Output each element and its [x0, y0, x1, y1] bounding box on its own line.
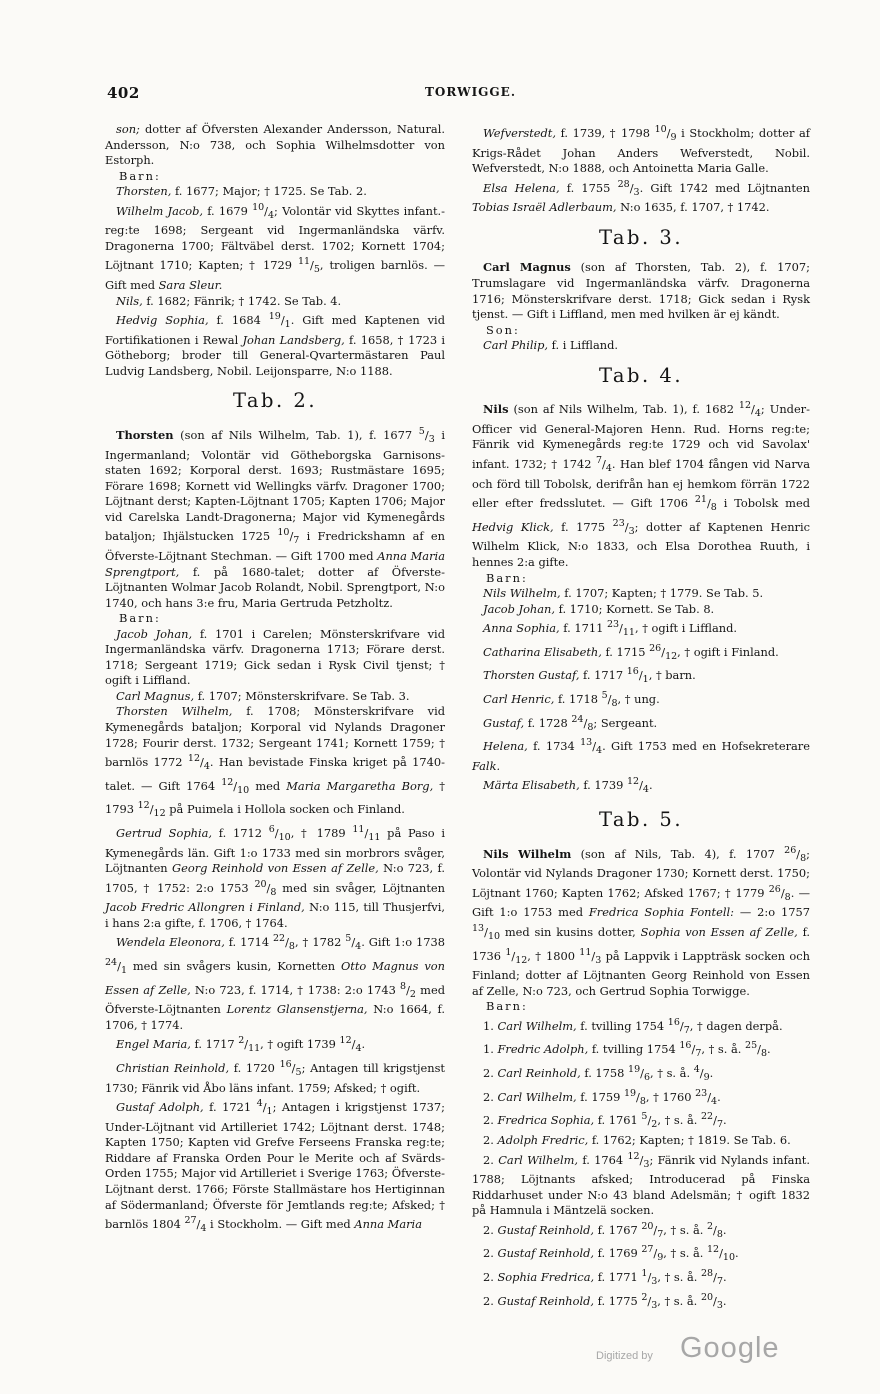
- entry-paragraph: Helena, f. 1734 $^{13}/_4$. Gift 1753 med en Hofsekreterare Falk.: [472, 737, 810, 773]
- entry-paragraph: Thorsten Wilhelm, f. 1708; Mönsterskrifvare vid Kymenegårds bataljon; Korporal vid Nylands Dragoner 1728; Fourir derst. 1732; Sergeant 1741; Kornett 1759; † barnlös 1772 $^{12}/_4$. Han bevistade Finska kriget på 1740-talet. — Gift 1764 $^{12}/_{10}$ med Maria Margaretha Borg, † 1793 $^{12}/_{12}$ på Puimela i Hollola socken och Finland.: [105, 704, 446, 820]
- right-column: [472, 122, 810, 1313]
- left-intro: [105, 122, 445, 379]
- entry-paragraph: 2. Gustaf Reinhold, f. 1769 $^{27}/_9$, † s. å. $^{12}/_{10}$.: [483, 1244, 739, 1264]
- entry-paragraph: son; dotter af Öfversten Alexander Andersson, Natural. Andersson, N:o 738, och Sophia Wilhelmsdotter von Estorph.: [105, 122, 445, 168]
- entry-paragraph: Thorsten, f. 1677; Major; † 1725. Se Tab. 2.: [116, 184, 367, 199]
- children-label: Barn:: [486, 999, 528, 1014]
- entry-paragraph: 2. Carl Wilhelm, f. 1759 $^{19}/_8$, † 1760 $^{23}/_4$.: [483, 1087, 721, 1107]
- tab-5-body: [472, 843, 810, 1314]
- entry-paragraph: Nils (son af Nils Wilhelm, Tab. 1), f. 1682 $^{12}/_4$; Under-Officer vid General-Majoren Henn. Rud. Horns reg:te; Fänrik vid Kymenegårds reg:te 1729 och vid Savolax' infant. 1732; † 1742 $^7/_4$. Han blef 1704 fången vid Narva och förd till Tobolsk, derifrån han ej hemkom förrän 1722 eller efter fredsslutet. — Gift 1706 $^{21}/_8$ i Tobolsk med Hedvig Klick, f. 1775 $^{23}/_3$; dotter af Kaptenen Henric Wilhelm Klick, N:o 1833, och Elsa Dorothea Ruuth, i hennes 2:a gifte.: [472, 400, 811, 569]
- entry-paragraph: Anna Sophia, f. 1711 $^{23}/_{11}$, † ogift i Liffland.: [483, 619, 737, 639]
- entry-paragraph: Jacob Johan, f. 1701 i Carelen; Mönsterskrifvare vid Ingermanländska värfv. Dragonerna 1713; Förare derst. 1718; Sergeant 1719; Gick sedan i Rysk Civil tjenst; † ogift i Liffland.: [105, 626, 445, 688]
- page-header: [107, 84, 779, 104]
- entry-paragraph: Wilhelm Jacob, f. 1679 $^{10}/_4$; Volontär vid Skyttes infant.-reg:te 1698; Sergeant vid Ingermanländska värfv. Dragonerna 1700; Fältväbel derst. 1702; Kornett 1704; Löjtnant 1710; Kapten; † 1729 $^{11}/_5$, troligen barnlös. — Gift med Sara Sleur.: [105, 201, 445, 293]
- entry-paragraph: Nils Wilhelm, f. 1707; Kapten; † 1779. Se Tab. 5.: [483, 586, 764, 601]
- children-label: Barn:: [119, 611, 161, 626]
- entry-paragraph: Elsa Helena, f. 1755 $^{28}/_3$. Gift 1742 med Löjtnanten Tobias Israël Adlerbaum, N:o 1635, f. 1707, † 1742.: [472, 178, 810, 215]
- entry-paragraph: Carl Magnus, f. 1707; Mönsterskrifvare. Se Tab. 3.: [116, 688, 410, 703]
- entry-paragraph: Thorsten Gustaf, f. 1717 $^{16}/_1$, † barn.: [483, 666, 696, 686]
- children-label: Barn:: [119, 168, 161, 183]
- entry-paragraph: 1. Fredric Adolph, f. tvilling 1754 $^{16}/_7$, † s. å. $^{25}/_8$.: [483, 1040, 771, 1060]
- entry-paragraph: Gertrud Sophia, f. 1712 $^6/_{10}$, † 1789 $^{11}/_{11}$ på Paso i Kymenegårds län. Gift 1:o 1733 med sin morbrors svåger, Löjtnanten Georg Reinhold von Essen af Zelle, N:o 723, f. 1705, † 1752: 2:o 1753 $^{20}/_8$ med sin svåger, Löjtnanten Jacob Fredric Allongren i Finland, N:o 115, till Thusjerfvi, i hans 2:a gifte, f. 1706, † 1764.: [105, 823, 446, 930]
- entry-paragraph: 2. Gustaf Reinhold, f. 1775 $^2/_3$, † s. å. $^{20}/_3$.: [483, 1291, 727, 1311]
- tab-2-body: [105, 424, 445, 1237]
- children-label: Barn:: [486, 570, 528, 585]
- entry-paragraph: Gustaf Adolph, f. 1721 $^4/_1$; Antagen i krigstjenst 1737; Under-Löjtnant vid Artilleriet 1742; Löjtnant derst. 1748; Kapten 1750; Kapten vid Grefve Ferseens Franska reg:te; Riddare af Franska Orden Pour le Merite och af Svärds-Orden 1755; Major vid Artilleriet i Sverige 1763; Öfverste-Löjtnant derst. 1766; Förste Stallmästare hos Hertiginnan af Södermanland; Öfverste för Jemtlands reg:te; Afsked; † barnlös 1804 $^{27}/_4$ i Stockholm. — Gift med Anna Maria: [105, 1098, 445, 1235]
- tab-3-heading: Tab. 3.: [598, 225, 684, 249]
- watermark-google-logo: Google: [680, 1332, 780, 1364]
- entry-paragraph: Catharina Elisabeth, f. 1715 $^{26}/_{12}$, † ogift i Finland.: [483, 642, 779, 662]
- entry-paragraph: 2. Adolph Fredric, f. 1762; Kapten; † 1819. Se Tab. 6.: [483, 1132, 791, 1147]
- entry-paragraph: 2. Fredrica Sophia, f. 1761 $^5/_2$, † s. å. $^{22}/_7$.: [483, 1111, 727, 1131]
- watermark-digitized-by: Digitized by: [596, 1350, 653, 1362]
- entry-paragraph: Wendela Eleonora, f. 1714 $^{22}/_8$, † 1782 $^5/_4$. Gift 1:o 1738 $^{24}/_1$ med sin svågers kusin, Kornetten Otto Magnus von Essen af Zelle, N:o 723, f. 1714, † 1738: 2:o 1743 $^8/_2$ med Öfverste-Löjtnanten Lorentz Glansenstjerna, N:o 1664, f. 1706, † 1774.: [105, 933, 446, 1032]
- entry-paragraph: Gustaf, f. 1728 $^{24}/_8$; Sergeant.: [483, 713, 658, 733]
- tab-3-body: [472, 260, 810, 353]
- entry-paragraph: 2. Sophia Fredrica, f. 1771 $^1/_3$, † s. å. $^{28}/_7$.: [483, 1268, 727, 1288]
- entry-paragraph: Carl Magnus (son af Thorsten, Tab. 2), f. 1707; Trumslagare vid Ingermanländska värfv. Dragonerna 1716; Mönsterskrifvare derst. 1718; Gick sedan i Rysk tjenst. — Gift i Liffland, men med hvilken är ej kändt.: [472, 260, 811, 322]
- google-watermark: [596, 1332, 796, 1372]
- entry-paragraph: Thorsten (son af Nils Wilhelm, Tab. 1), f. 1677 $^5/_3$ i Ingermanland; Volontär vid Götheborgska Garnisons-staten 1692; Korporal derst. 1693; Rustmästare 1695; Förare 1698; Kornett vid Wellingks värfv. Dragoner 1700; Löjtnant derst; Kapten-Löjtnant 1705; Kapten 1706; Major vid Carelska Landt-Dragonerna; Major vid Kymenegårds bataljon; Ihjälstucken 1725 $^{10}/_7$ i Fredrickshamn af en Öfverste-Löjtnant Stechman. — Gift 1700 med Anna Maria Sprengtport, f. på 1680-talet; dotter af Öfverste-Löjtnanten Wolmar Jacob Rolandt, Nobil. Sprengtport, N:o 1740, och hans 3:e fru, Maria Gertruda Petzholtz.: [105, 425, 445, 610]
- entry-paragraph: 2. Carl Reinhold, f. 1758 $^{19}/_6$, † s. å. $^4/_9$.: [483, 1064, 714, 1084]
- entry-paragraph: Christian Reinhold, f. 1720 $^{16}/_5$; Antagen till krigstjenst 1730; Fänrik vid Åbo läns infant. 1759; Afsked; † ogift.: [105, 1058, 446, 1095]
- entry-paragraph: Nils Wilhelm (son af Nils, Tab. 4), f. 1707 $^{26}/_8$; Volontär vid Nylands Dragoner 1730; Kornett derst. 1750; Löjtnant 1760; Kapten 1762; Afsked 1767; † 1779 $^{26}/_8$. — Gift 1:o 1753 med Fredrica Sophia Fontell: — 2:o 1757 $^{13}/_{10}$ med sin kusins dotter, Sophia von Essen af Zelle, f. 1736 $^1/_{12}$, † 1800 $^{11}/_3$ på Lappvik i Lappträsk socken och Finland; dotter af Löjtnanten Georg Reinhold von Essen af Zelle, N:o 723, och Gertrud Sophia Torwigge.: [472, 844, 810, 998]
- children-label: Son:: [486, 322, 520, 337]
- entry-paragraph: Carl Philip, f. i Liffland.: [483, 338, 618, 353]
- entry-paragraph: Jacob Johan, f. 1710; Kornett. Se Tab. 8.: [483, 601, 715, 616]
- page-number: 402: [107, 84, 140, 102]
- running-head: TORWIGGE.: [425, 85, 517, 99]
- entry-paragraph: Märta Elisabeth, f. 1739 $^{12}/_4$.: [483, 776, 653, 796]
- tab-2-heading: Tab. 2.: [232, 389, 318, 413]
- entry-paragraph: Carl Henric, f. 1718 $^5/_8$, † ung.: [483, 690, 660, 710]
- entry-paragraph: 2. Carl Wilhelm, f. 1764 $^{12}/_3$; Fänrik vid Nylands infant. 1788; Löjtnants afsked; Introducerad på Finska Riddarhuset under N:o 43 bland Adelsmän; † ogift 1832 på Hamnula i Mäntzelä socken.: [472, 1150, 811, 1218]
- entry-paragraph: Hedvig Sophia, f. 1684 $^{19}/_1$. Gift med Kaptenen vid Fortifikationen i Rewal Johan Landsberg, f. 1658, † 1723 i Götheborg; broder till General-Qvartermästaren Paul Ludvig Landsberg, Nobil. Leijonsparre, N:o 1188.: [105, 311, 445, 378]
- tab-5-heading: Tab. 5.: [598, 808, 684, 832]
- tab-4-body: [472, 398, 810, 798]
- entry-paragraph: 2. Gustaf Reinhold, f. 1767 $^{20}/_7$, † s. å. $^2/_8$.: [483, 1220, 727, 1240]
- entry-paragraph: Nils, f. 1682; Fänrik; † 1742. Se Tab. 4.: [116, 293, 342, 308]
- tab-4-heading: Tab. 4.: [598, 363, 684, 387]
- entry-paragraph: Wefverstedt, f. 1739, † 1798 $^{10}/_9$ i Stockholm; dotter af Krigs-Rådet Johan Anders Wefverstedt, Nobil. Wefverstedt, N:o 1888, och Antoinetta Maria Galle.: [472, 124, 810, 176]
- right-continuation: [472, 122, 810, 216]
- entry-paragraph: 1. Carl Wilhelm, f. tvilling 1754 $^{16}/_7$, † dagen derpå.: [483, 1016, 783, 1036]
- left-column: [105, 122, 445, 1237]
- entry-paragraph: Engel Maria, f. 1717 $^2/_{11}$, † ogift 1739 $^{12}/_4$.: [116, 1035, 366, 1055]
